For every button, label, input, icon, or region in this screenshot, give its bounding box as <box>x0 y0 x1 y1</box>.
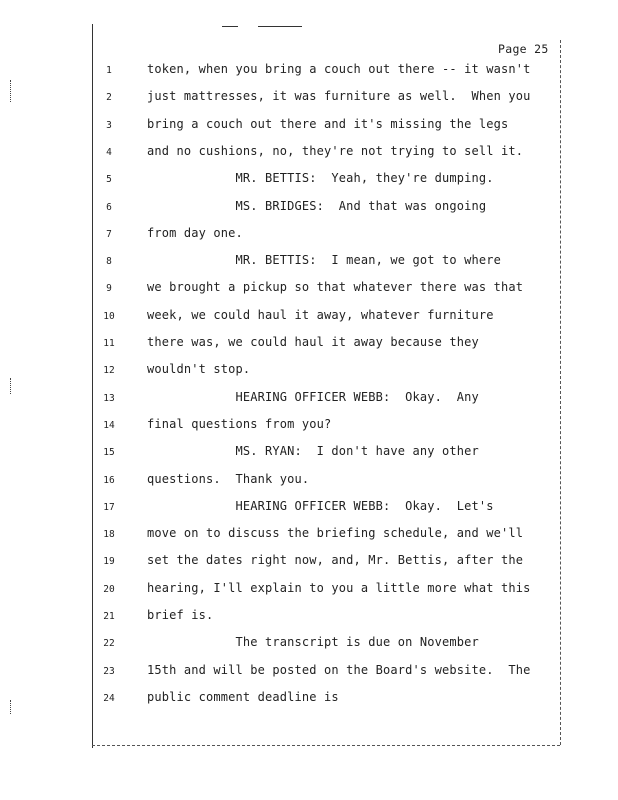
line-number: 24 <box>103 692 115 704</box>
line-text: we brought a pickup so that whatever there was that <box>147 280 524 295</box>
line-number: 4 <box>106 146 112 158</box>
transcript-line <box>0 308 560 328</box>
transcript-line <box>0 199 560 219</box>
transcript-line <box>0 62 560 82</box>
line-number: 1 <box>106 65 112 76</box>
bottom-rule <box>92 745 560 746</box>
line-number: 12 <box>103 365 115 377</box>
transcript-line <box>0 117 560 137</box>
line-text: token, when you bring a couch out there -- it wasn't <box>147 62 531 76</box>
line-number: 7 <box>106 228 112 240</box>
transcript-line <box>0 390 560 410</box>
right-margin-rule <box>560 40 562 745</box>
line-text: HEARING OFFICER WEBB: Okay. Any <box>147 389 479 404</box>
line-number: 23 <box>103 665 115 677</box>
line-text: and no cushions, no, they're not trying to sell it. <box>147 143 524 158</box>
line-text: MS. BRIDGES: And that was ongoing <box>147 198 487 213</box>
line-text: MS. RYAN: I don't have any other <box>147 444 479 459</box>
transcript-line <box>0 663 560 683</box>
transcript-line <box>0 144 560 164</box>
line-text: bring a couch out there and it's missing the legs <box>147 116 509 131</box>
line-number: 14 <box>103 419 115 431</box>
line-number: 9 <box>106 283 112 295</box>
line-text: MR. BETTIS: I mean, we got to where <box>147 253 501 268</box>
transcript-line <box>0 581 560 601</box>
line-number: 3 <box>106 119 112 131</box>
transcript-line <box>0 444 560 464</box>
transcript-line <box>0 335 560 355</box>
line-text: public comment deadline is <box>147 689 339 704</box>
line-number: 15 <box>103 447 115 459</box>
line-text: just mattresses, it was furniture as well. When you <box>147 89 531 104</box>
line-number: 20 <box>103 583 115 595</box>
transcript-line <box>0 553 560 573</box>
line-number: 18 <box>103 529 115 541</box>
line-text: move on to discuss the briefing schedule, and we'll <box>147 526 524 541</box>
line-text: The transcript is due on November <box>147 635 479 650</box>
transcript-line <box>0 472 560 492</box>
transcript-line <box>0 226 560 246</box>
transcript-line <box>0 635 560 655</box>
line-text: MR. BETTIS: Yeah, they're dumping. <box>147 171 494 186</box>
line-text: questions. Thank you. <box>147 471 310 486</box>
line-number: 16 <box>103 474 115 486</box>
line-number: 6 <box>106 201 112 213</box>
transcript-line <box>0 362 560 382</box>
header-marks <box>222 26 302 28</box>
line-number: 21 <box>103 611 115 622</box>
transcript-line <box>0 417 560 437</box>
transcript-line <box>0 526 560 546</box>
line-number: 2 <box>106 92 112 104</box>
line-number: 22 <box>103 638 115 650</box>
line-number: 13 <box>103 392 115 404</box>
line-number: 19 <box>103 556 115 568</box>
line-number: 17 <box>103 501 115 513</box>
line-number: 5 <box>106 174 112 186</box>
transcript-line <box>0 690 560 710</box>
line-text: 15th and will be posted on the Board's website. The <box>147 662 531 677</box>
line-number: 11 <box>103 338 115 349</box>
transcript-line <box>0 89 560 109</box>
line-text: wouldn't stop. <box>147 362 251 377</box>
line-text: set the dates right now, and, Mr. Bettis, after the <box>147 553 524 568</box>
transcript-line <box>0 253 560 273</box>
line-text: final questions from you? <box>147 416 332 431</box>
line-text: HEARING OFFICER WEBB: Okay. Let's <box>147 498 494 513</box>
transcript-line <box>0 171 560 191</box>
line-text: hearing, I'll explain to you a little more what this <box>147 580 531 595</box>
page-number: Page 25 <box>498 42 549 56</box>
line-number: 8 <box>106 256 112 268</box>
line-text: there was, we could haul it away because they <box>147 335 479 349</box>
transcript-line <box>0 280 560 300</box>
transcript-line <box>0 499 560 519</box>
line-text: from day one. <box>147 225 243 240</box>
line-text: week, we could haul it away, whatever furniture <box>147 307 494 322</box>
line-text: brief is. <box>147 608 214 622</box>
line-number: 10 <box>103 310 115 322</box>
transcript-line <box>0 608 560 628</box>
